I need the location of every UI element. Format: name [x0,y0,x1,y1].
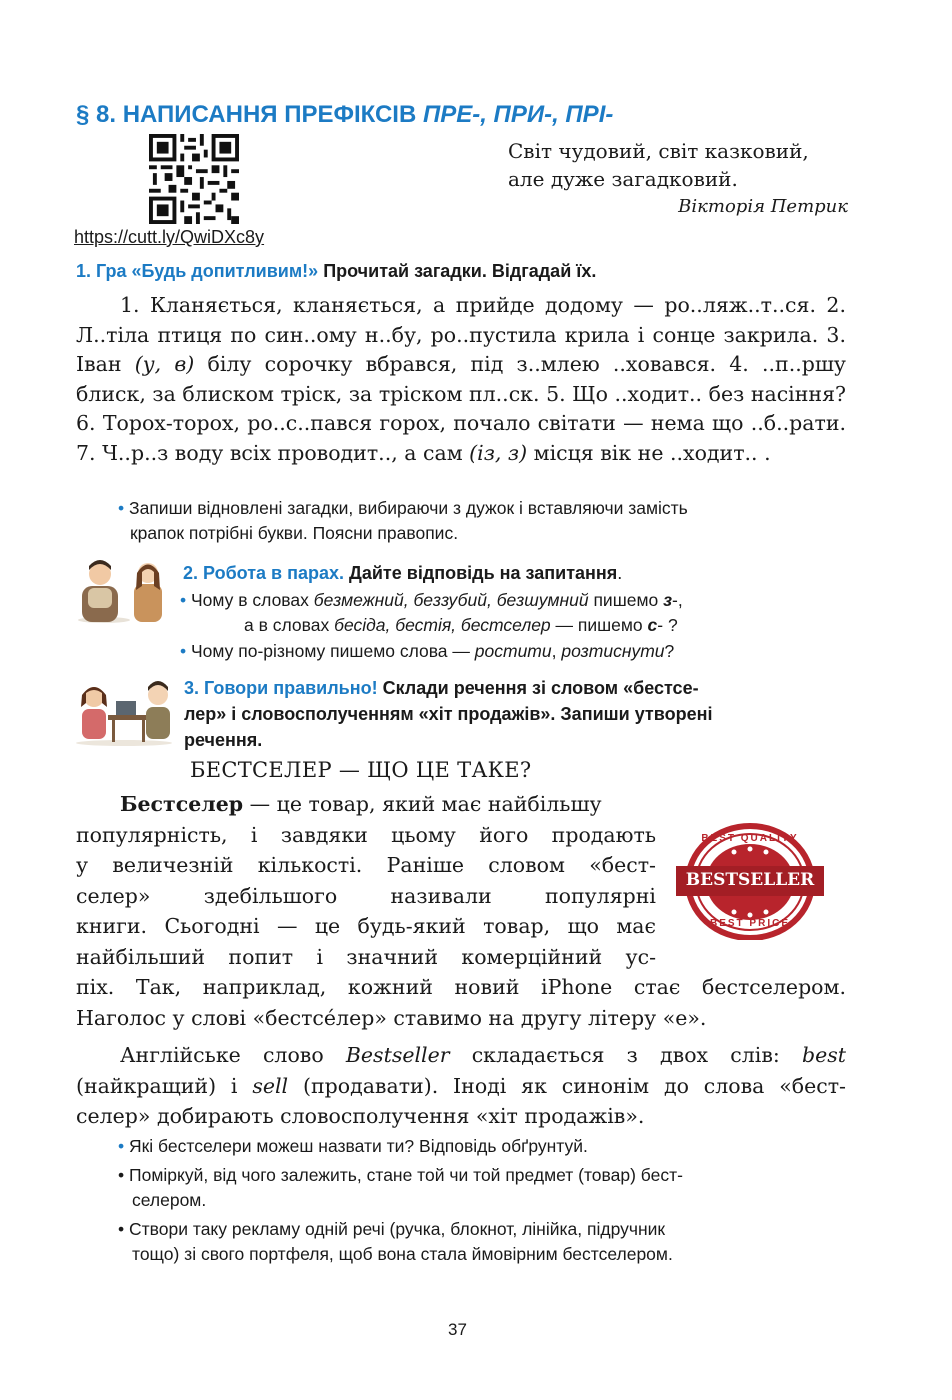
article-paragraph-2 [76,1040,846,1132]
bullet-dot: • [118,1219,125,1239]
bullet-text: Які бестселери можеш назвати ти? Відповідь обґрунтуй. [129,1136,588,1156]
article-line: селер» здебільшого називали популярні [76,883,656,908]
pair-work-illustration [74,556,170,624]
article-line: піх. Так, наприклад, кожний новий iPhone стає бестселером. [76,975,846,999]
bullet-text: крапок потрібні букви. Поясни правопис. [130,523,459,543]
q1-text: -, [672,590,683,610]
english-word: best [801,1043,846,1067]
task2-lead: 2. Робота в парах. [183,563,345,583]
page-number: 37 [448,1320,467,1339]
q1-text: Чому в словах [191,590,314,610]
resource-link[interactable]: https://cutt.ly/QwiDXc8y [74,227,265,247]
section-prefixes: ПРЕ-, ПРИ-, ПРІ- [422,101,614,128]
task2-question-1 [180,588,860,638]
bestseller-badge [674,822,826,940]
bullet-dot: • [118,1165,125,1185]
riddle-4: 4. ..п..ршу блиск, за блиском тріск, за тріском пл..ск. [76,352,846,406]
task1-instruction: Прочитай загадки. Відгадай їх. [318,261,597,281]
riddle-7a: 7. Ч..р..з воду всіх проводит.., а сам [76,440,470,465]
bullet-dot: • [180,590,187,610]
article-line: популярність, і завдяки цьому його продають [76,822,656,847]
article-line: Наголос у слові «бестсе [76,1005,337,1030]
section-prefix: § 8. НАПИСАННЯ ПРЕФІКСІВ [76,101,423,128]
riddle-3a: 3. Іван [76,322,846,376]
q2-word: ростити [474,641,552,661]
bullet-text: селером. [132,1190,207,1210]
q1-letter: з [663,590,673,610]
q1-text: - ? [657,615,678,635]
bullet-text: тощо) зі свого портфеля, щоб вона стала ймовірним бестселером. [132,1244,673,1264]
article-text: селер» добирають словосполучення «хіт продажів». [76,1104,645,1128]
article-bullets [118,1134,858,1267]
article-term: Бестселер [120,792,244,816]
riddle-1: 1. Кланяється, кланяється, а прийде додому — ро..ляж..т..ся. [120,293,816,317]
badge-bottom-text: BEST PRICE [709,918,790,929]
badge-main-text: BESTSELLER [685,870,815,890]
task1-bullet [118,496,858,546]
article-paragraph-1-cont [76,972,846,1033]
bullet-dot: • [180,641,187,661]
task1-lead: 1. Гра «Будь допитливим!» [76,261,319,281]
english-word: Bestseller [345,1043,450,1067]
article-text: Англійське слово [120,1043,346,1067]
article-line: — це товар, який має найбільшу [243,792,602,816]
task2-title [183,563,622,584]
article-text: складається з двох слів: [449,1043,802,1067]
bullet-dot: • [118,498,125,518]
q2-text: Чому по-різному пишемо слова — [191,641,475,661]
speaking-illustration [72,671,176,747]
epigraph [508,137,848,221]
riddle-3-choice: (у, в) [134,352,195,376]
article-paragraph-1 [76,789,656,972]
article-line: у величезній кількості. Раніше словом «бест- [76,853,656,877]
article-text: (найкращий) і [76,1073,253,1098]
section-heading [76,101,613,129]
qr-code[interactable] [148,134,240,224]
q2-text: , [551,641,562,661]
epigraph-line: Світ чудовий, світ казковий, [508,139,809,163]
task3-text: речення. [184,730,263,750]
q1-text: а в словах [244,615,335,635]
task2-question-2 [180,639,860,664]
epigraph-author: Вікторія Петрик [678,196,848,217]
riddle-7-choice: (із, з) [469,440,528,465]
article-line: книги. Сьогодні — це будь-який товар, що має [76,914,656,938]
riddle-5: 5. Що ..ходит.. без насіння? [546,381,846,406]
qr-code-image [148,134,240,224]
riddles-text [76,291,846,468]
article-title: БЕСТСЕЛЕР — ЩО ЦЕ ТАКЕ? [190,758,532,782]
task2-period: . [617,563,623,583]
badge-top-text: BEST QUALITY [701,833,799,844]
riddle-6: 6. Торох-торох, ро..с..пався горох, почало світати — нема що ..б..рати. [76,411,846,435]
riddle-2: 2. Л..тіла птиця по син..ому н..бу, ро..пустила крила і сонце закрила. [76,293,846,347]
article-line: ́лер» ставимо на другу літеру «е». [336,1005,707,1030]
task3 [184,675,854,753]
q1-words: безмежний, беззубий, безшумний [313,590,589,610]
q1-words: бесіда, бестія, бестселер [334,615,551,635]
q1-letter: с [647,615,658,635]
bullet-text: Поміркуй, від чого залежить, стане той чи той предмет (товар) бест- [129,1165,683,1185]
bullet-text: Створи таку рекламу одній речі (ручка, блокнот, лінійка, підручник [129,1219,666,1239]
task3-lead: 3. Говори правильно! [184,678,378,698]
q1-text: — пишемо [550,615,648,635]
task3-text: лер» і словосполученням «хіт продажів». Запиши утворені [184,704,713,724]
task2-instruction: Дайте відповідь на запитання [344,563,618,583]
epigraph-line: але дуже загадковий. [508,167,738,191]
task3-text: Склади речення зі словом «бестсе- [377,678,699,698]
riddle-3b: білу сорочку вбрався, під з..млею ..ховався. [194,352,717,376]
english-word: sell [252,1073,289,1098]
q2-text: ? [664,641,675,661]
bullet-dot: • [118,1136,125,1156]
article-text: (продавати). Іноді як синонім до слова «бест- [288,1073,846,1098]
bullet-text: Запиши відновлені загадки, вибираючи з дужок і вставляючи замість [129,498,688,518]
task1-title [76,261,596,282]
q2-word: розтиснути [561,641,665,661]
q1-text: пишемо [588,590,664,610]
riddle-7b: місця вік не ..ходит.. . [527,440,771,465]
article-line: найбільший попит і значний комерційний ус- [76,944,656,969]
